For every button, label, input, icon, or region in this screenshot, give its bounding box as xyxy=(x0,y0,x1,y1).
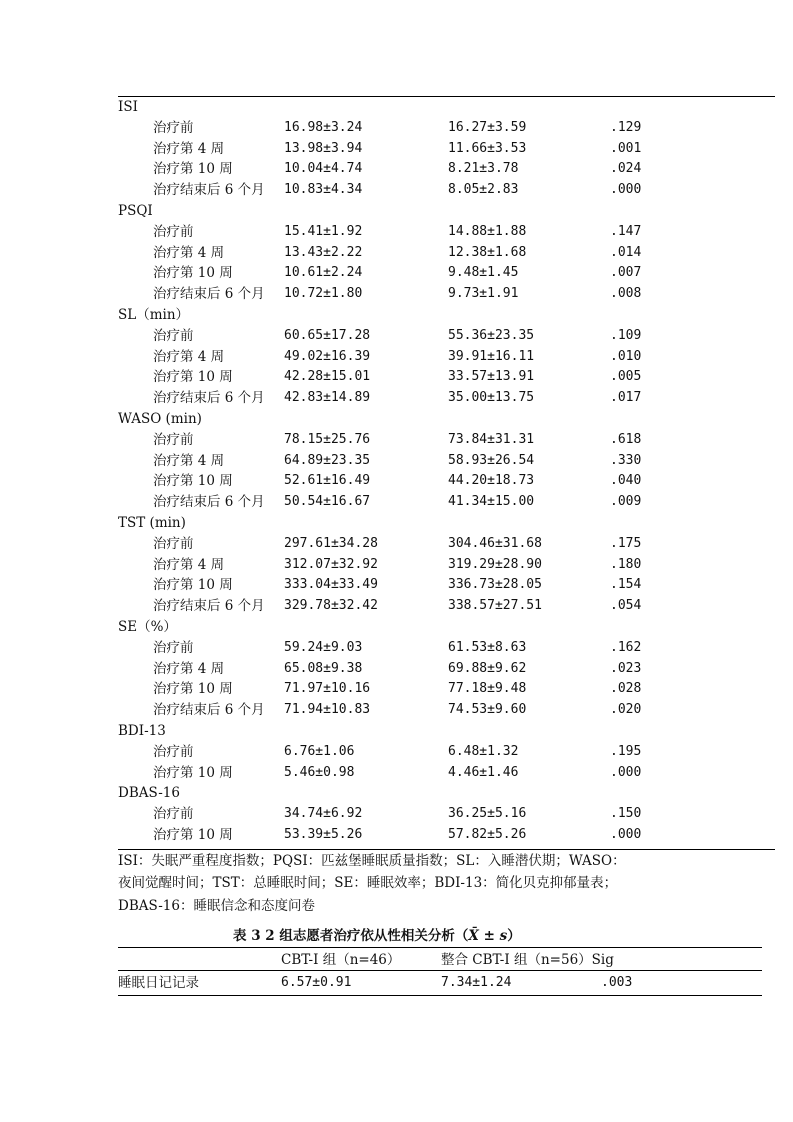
row-time: 治疗结束后 6 个月 xyxy=(153,702,265,719)
row-time: 治疗结束后 6 个月 xyxy=(153,598,265,615)
row-sig: .007 xyxy=(610,265,642,281)
row-sig: .020 xyxy=(610,702,642,718)
row-integrated-cbt-i: 39.91±16.11 xyxy=(448,348,535,364)
footnote-line: 夜间觉醒时间；TST：总睡眠时间；SE：睡眠效率；BDI-13：简化贝克抑郁量表； xyxy=(118,875,618,892)
row-cbt-i: 59.24±9.03 xyxy=(284,639,363,655)
row-sig: .014 xyxy=(610,244,642,260)
group-label: TST (min) xyxy=(118,515,186,531)
row-sig: .005 xyxy=(610,369,642,385)
row-sig: .000 xyxy=(610,182,642,198)
row-time: 治疗第 10 周 xyxy=(153,161,233,178)
row-integrated-cbt-i: 304.46±31.68 xyxy=(448,535,542,551)
row-cbt-i: 42.83±14.89 xyxy=(284,390,371,406)
row-time: 治疗第 4 周 xyxy=(153,452,225,469)
row-cbt-i: 71.94±10.83 xyxy=(284,702,371,718)
row-time: 治疗前 xyxy=(153,223,194,240)
row-cbt-i: 13.98±3.94 xyxy=(284,140,363,156)
table-3-top-rule xyxy=(118,947,762,948)
row-cbt-i: 10.04±4.74 xyxy=(284,161,363,177)
row-integrated-cbt-i: 41.34±15.00 xyxy=(448,494,535,510)
row-sig: .040 xyxy=(610,473,642,489)
row-sig: .010 xyxy=(610,348,642,364)
row-cbt-i: 42.28±15.01 xyxy=(284,369,371,385)
row-cbt-i: 10.83±4.34 xyxy=(284,182,363,198)
row-time: 治疗前 xyxy=(153,743,194,760)
row-integrated-cbt-i: 319.29±28.90 xyxy=(448,556,542,572)
row-integrated-cbt-i: 14.88±1.88 xyxy=(448,223,527,239)
row-integrated-cbt-i: 77.18±9.48 xyxy=(448,681,527,697)
row-cbt-i: 49.02±16.39 xyxy=(284,348,371,364)
row-integrated-cbt-i: 57.82±5.26 xyxy=(448,827,527,842)
row-integrated-cbt-i: 11.66±3.53 xyxy=(448,140,527,156)
row-time: 治疗前 xyxy=(153,119,194,136)
row-time: 治疗结束后 6 个月 xyxy=(153,286,265,303)
row-cbt-i: 34.74±6.92 xyxy=(284,806,363,822)
row-cbt-i: 297.61±34.28 xyxy=(284,535,378,551)
table-3-header-a: CBT-I 组（n=46） xyxy=(281,952,401,968)
row-sig: .001 xyxy=(610,140,642,156)
row-sig: .150 xyxy=(610,806,642,822)
row-cbt-i: 329.78±32.42 xyxy=(284,598,378,614)
row-sig: .054 xyxy=(610,598,642,614)
row-cbt-i: 64.89±23.35 xyxy=(284,452,371,468)
row-cbt-i: 50.54±16.67 xyxy=(284,494,371,510)
row-sig: .154 xyxy=(610,577,642,593)
footnote-line: DBAS-16：睡眠信念和态度问卷 xyxy=(118,897,315,914)
group-label: WASO (min) xyxy=(118,411,202,427)
row-integrated-cbt-i: 55.36±23.35 xyxy=(448,327,535,343)
group-label: BDI-13 xyxy=(118,723,166,739)
table-3-header-rule xyxy=(118,970,762,971)
row-integrated-cbt-i: 74.53±9.60 xyxy=(448,702,527,718)
row-sig: .330 xyxy=(610,452,642,468)
row-sig: .109 xyxy=(610,327,642,343)
row-time: 治疗结束后 6 个月 xyxy=(153,182,265,199)
main-table-bottom-rule xyxy=(118,849,775,850)
row-sig: .195 xyxy=(610,743,642,759)
row-sig: .162 xyxy=(610,639,642,655)
group-label: ISI xyxy=(118,99,138,115)
row-time: 治疗结束后 6 个月 xyxy=(153,494,265,511)
table-3-row-b: 7.34±1.24 xyxy=(441,975,512,990)
row-integrated-cbt-i: 9.73±1.91 xyxy=(448,286,519,302)
row-time: 治疗结束后 6 个月 xyxy=(153,390,265,407)
row-integrated-cbt-i: 36.25±5.16 xyxy=(448,806,527,822)
row-time: 治疗第 10 周 xyxy=(153,577,233,594)
row-cbt-i: 333.04±33.49 xyxy=(284,577,378,593)
row-integrated-cbt-i: 8.21±3.78 xyxy=(448,161,519,177)
row-sig: .129 xyxy=(610,119,642,135)
row-cbt-i: 16.98±3.24 xyxy=(284,119,363,135)
row-sig: .180 xyxy=(610,556,642,572)
row-integrated-cbt-i: 69.88±9.62 xyxy=(448,660,527,676)
row-time: 治疗第 10 周 xyxy=(153,764,233,781)
row-integrated-cbt-i: 338.57±27.51 xyxy=(448,598,542,614)
row-cbt-i: 60.65±17.28 xyxy=(284,327,371,343)
row-integrated-cbt-i: 8.05±2.83 xyxy=(448,182,519,198)
table-3-header-b: 整合 CBT-I 组（n=56）Sig xyxy=(441,952,614,968)
row-time: 治疗第 10 周 xyxy=(153,369,233,386)
row-sig: .024 xyxy=(610,161,642,177)
row-integrated-cbt-i: 6.48±1.32 xyxy=(448,743,519,759)
row-sig: .000 xyxy=(610,827,642,842)
row-sig: .009 xyxy=(610,494,642,510)
table-3-bottom-rule xyxy=(118,995,762,996)
row-time: 治疗第 10 周 xyxy=(153,473,233,490)
row-integrated-cbt-i: 35.00±13.75 xyxy=(448,390,535,406)
row-cbt-i: 65.08±9.38 xyxy=(284,660,363,676)
row-time: 治疗第 10 周 xyxy=(153,681,233,698)
row-integrated-cbt-i: 12.38±1.68 xyxy=(448,244,527,260)
row-time: 治疗前 xyxy=(153,639,194,656)
row-sig: .008 xyxy=(610,286,642,302)
row-sig: .147 xyxy=(610,223,642,239)
row-time: 治疗前 xyxy=(153,806,194,823)
table-3-row-a: 6.57±0.91 xyxy=(281,975,352,990)
table-3-row-sig: .003 xyxy=(601,975,633,990)
row-integrated-cbt-i: 336.73±28.05 xyxy=(448,577,542,593)
row-time: 治疗第 4 周 xyxy=(153,348,225,365)
row-integrated-cbt-i: 61.53±8.63 xyxy=(448,639,527,655)
caption-symbol: X̄ ± s xyxy=(468,928,508,944)
row-cbt-i: 53.39±5.26 xyxy=(284,827,363,842)
row-time: 治疗前 xyxy=(153,535,194,552)
table-3-caption xyxy=(233,928,521,944)
row-sig: .017 xyxy=(610,390,642,406)
caption-prefix: 表 3 2 组志愿者治疗依从性相关分析（ xyxy=(233,928,469,944)
row-cbt-i: 10.72±1.80 xyxy=(284,286,363,302)
row-time: 治疗第 4 周 xyxy=(153,244,225,261)
row-cbt-i: 78.15±25.76 xyxy=(284,431,371,447)
group-label: DBAS-16 xyxy=(118,785,180,802)
row-cbt-i: 5.46±0.98 xyxy=(284,764,355,780)
row-cbt-i: 71.97±10.16 xyxy=(284,681,371,697)
row-sig: .028 xyxy=(610,681,642,697)
group-label: PSQI xyxy=(118,203,153,219)
row-time: 治疗第 4 周 xyxy=(153,140,225,157)
row-cbt-i: 13.43±2.22 xyxy=(284,244,363,260)
row-time: 治疗第 10 周 xyxy=(153,265,233,282)
row-integrated-cbt-i: 16.27±3.59 xyxy=(448,119,527,135)
row-cbt-i: 52.61±16.49 xyxy=(284,473,371,489)
row-time: 治疗前 xyxy=(153,327,194,344)
group-label: SL（min） xyxy=(118,307,190,323)
row-sig: .175 xyxy=(610,535,642,551)
table-3-row-label: 睡眠日记记录 xyxy=(118,975,199,991)
row-time: 治疗前 xyxy=(153,431,194,448)
row-cbt-i: 10.61±2.24 xyxy=(284,265,363,281)
row-cbt-i: 312.07±32.92 xyxy=(284,556,378,572)
row-time: 治疗第 4 周 xyxy=(153,556,225,573)
row-integrated-cbt-i: 58.93±26.54 xyxy=(448,452,535,468)
row-time: 治疗第 10 周 xyxy=(153,827,233,843)
row-integrated-cbt-i: 9.48±1.45 xyxy=(448,265,519,281)
row-integrated-cbt-i: 44.20±18.73 xyxy=(448,473,535,489)
caption-suffix: ） xyxy=(507,928,521,944)
row-sig: .000 xyxy=(610,764,642,780)
row-cbt-i: 15.41±1.92 xyxy=(284,223,363,239)
main-table-top-rule xyxy=(118,96,775,97)
row-time: 治疗第 4 周 xyxy=(153,660,225,677)
row-cbt-i: 6.76±1.06 xyxy=(284,743,355,759)
row-integrated-cbt-i: 33.57±13.91 xyxy=(448,369,535,385)
group-label: SE（%） xyxy=(118,619,177,635)
row-integrated-cbt-i: 73.84±31.31 xyxy=(448,431,535,447)
footnote-line: ISI：失眠严重程度指数；PQSI：匹兹堡睡眠质量指数；SL：入睡潜伏期；WASO： xyxy=(118,852,626,869)
row-sig: .023 xyxy=(610,660,642,676)
row-integrated-cbt-i: 4.46±1.46 xyxy=(448,764,519,780)
row-sig: .618 xyxy=(610,431,642,447)
